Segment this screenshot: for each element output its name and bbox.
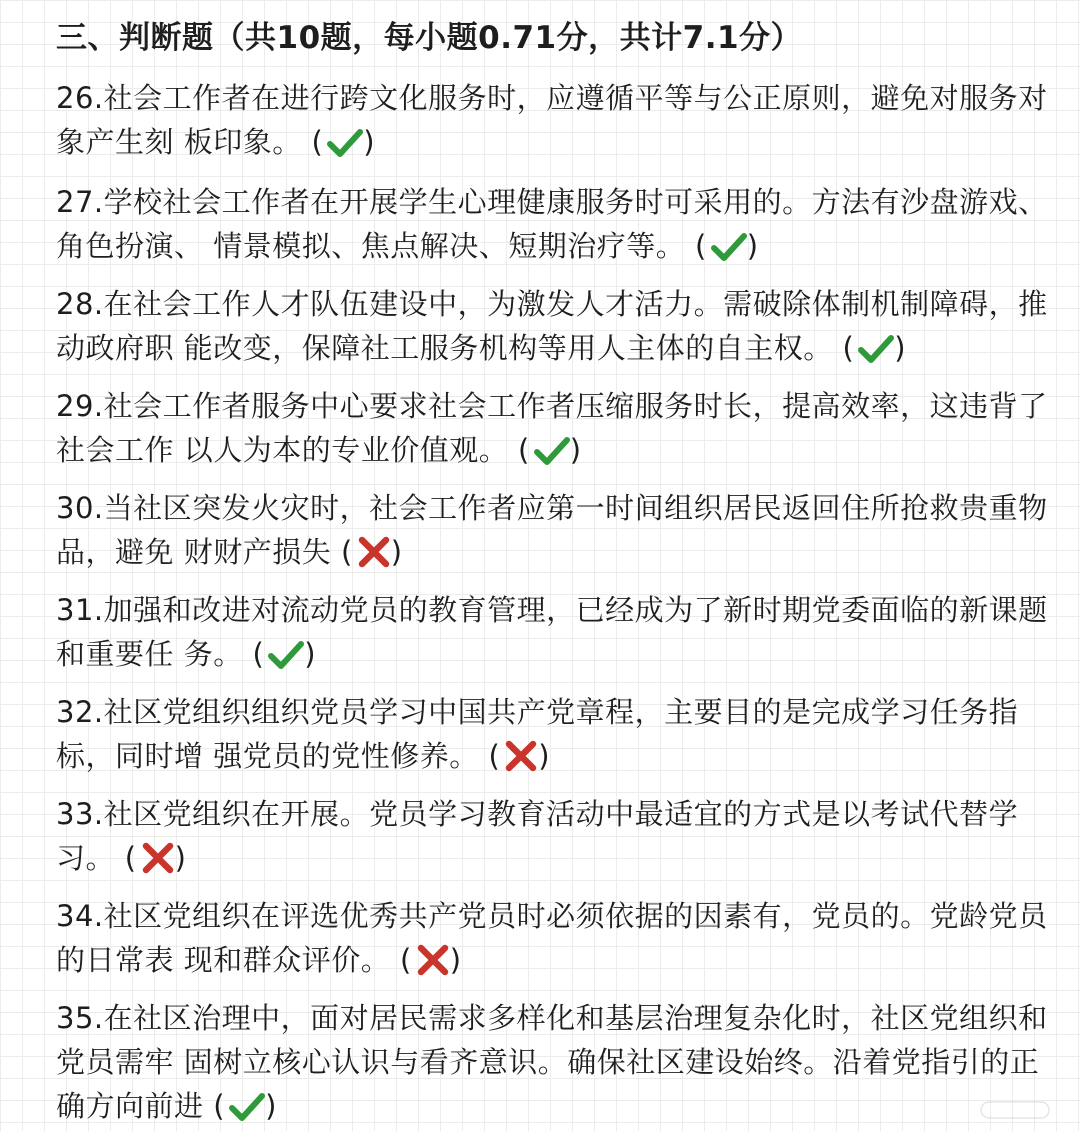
- question-34: [56, 894, 1051, 982]
- question-text: 35.在社区治理中，面对居民需求多样化和基层治理复杂化时，社区党组织和党员需牢 固树立核心认识与看齐意识。确保社区建设始终。沿着党指引的正确方向前进: [56, 1001, 1048, 1123]
- check-icon: [268, 640, 304, 670]
- close-paren: ): [304, 637, 317, 671]
- open-paren: (: [517, 433, 530, 467]
- question-33: [56, 792, 1051, 880]
- check-icon: [711, 232, 747, 262]
- cross-icon: [416, 944, 450, 976]
- close-paren: ): [894, 331, 907, 365]
- question-text: 30.当社区突发火灾时，社会工作者应第一时间组织居民返回住所抢救贵重物品，避免 财财产损失: [56, 491, 1048, 569]
- open-paren: (: [842, 331, 855, 365]
- question-30: [56, 486, 1051, 574]
- question-text: 32.社区党组织组织党员学习中国共产党章程，主要目的是完成学习任务指标，同时增 强党员的党性修养。: [56, 695, 1019, 773]
- question-27: [56, 180, 1051, 268]
- close-paren: ): [265, 1089, 277, 1123]
- question-text: 28.在社会工作人才队伍建设中，为激发人才活力。需破除体制机制障碍，推动政府职 能改变，保障社工服务机构等用人主体的自主权。: [56, 287, 1048, 365]
- cross-icon: [357, 536, 391, 568]
- check-icon: [858, 334, 894, 364]
- question-32: [56, 690, 1051, 778]
- question-35: [56, 996, 1051, 1128]
- cross-icon: [504, 740, 538, 772]
- close-paren: ): [174, 841, 187, 875]
- question-text: 27.学校社会工作者在开展学生心理健康服务时可采用的。方法有沙盘游戏、角色扮演、 情景模拟、焦点解决、短期治疗等。: [56, 185, 1048, 263]
- open-paren: (: [694, 229, 707, 263]
- open-paren: (: [399, 943, 412, 977]
- question-28: [56, 282, 1051, 370]
- close-paren: ): [390, 535, 403, 569]
- question-text: 34.社区党组织在评选优秀共产党员时必须依据的因素有，党员的。党龄党员的日常表 现和群众评价。: [56, 899, 1048, 977]
- open-paren: (: [213, 1089, 226, 1123]
- open-paren: (: [311, 125, 324, 159]
- question-text: 31.加强和改进对流动党员的教育管理，已经成为了新时期党委面临的新课题和重要任 务。: [56, 593, 1048, 671]
- close-paren: ): [449, 943, 462, 977]
- open-paren: (: [124, 841, 137, 875]
- check-icon: [327, 128, 363, 158]
- section-title: 三、判断题（共10题，每小题0.71分，共计7.1分）: [56, 20, 803, 56]
- check-icon: [229, 1092, 265, 1122]
- watermark-logo: [980, 1099, 1050, 1121]
- question-text: 33.社区党组织在开展。党员学习教育活动中最适宜的方式是以考试代替学习。: [56, 797, 1019, 875]
- cross-icon: [141, 842, 175, 874]
- close-paren: ): [569, 433, 582, 467]
- check-icon: [534, 436, 570, 466]
- open-paren: (: [488, 739, 501, 773]
- question-26: [56, 76, 1051, 164]
- question-29: [56, 384, 1051, 472]
- open-paren: (: [252, 637, 265, 671]
- open-paren: (: [340, 535, 353, 569]
- close-paren: ): [746, 229, 759, 263]
- question-31: [56, 588, 1051, 676]
- question-text: 29.社会工作者服务中心要求社会工作者压缩服务时长，提高效率，这违背了社会工作 以人为本的专业价值观。: [56, 389, 1048, 467]
- question-text: 26.社会工作者在进行跨文化服务时，应遵循平等与公正原则，避免对服务对象产生刻 板印象。: [56, 81, 1048, 159]
- close-paren: ): [538, 739, 551, 773]
- close-paren: ): [363, 125, 376, 159]
